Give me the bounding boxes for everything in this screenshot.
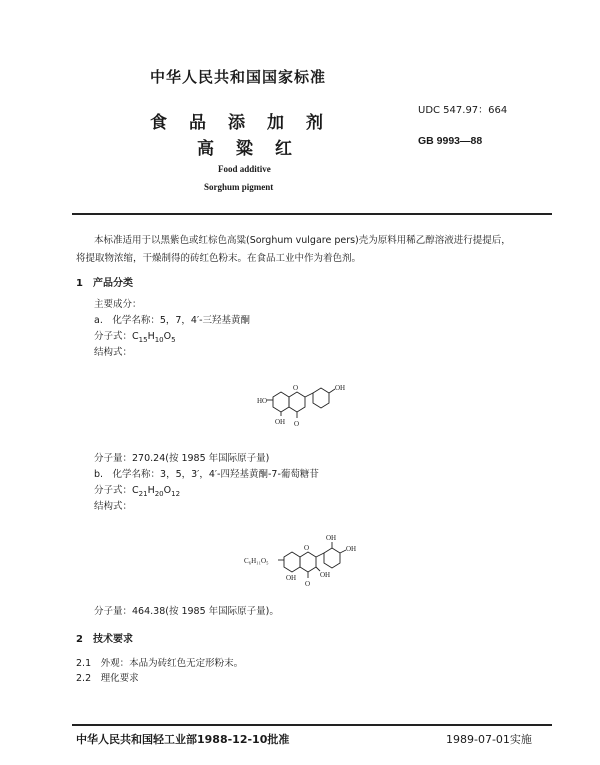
formula-b: 分子式：$C_{21}H_{20}O_{12}$ [94,485,181,498]
ho-label: HO [257,397,268,405]
requirement-2-1: 2.1 外观：本品为砖红色无定形粉末。 [76,658,244,669]
ring-b [313,388,329,408]
carbonyl-o-label: O [305,580,311,588]
header-divider [72,213,552,215]
effective-date: 1989-07-01实施 [446,733,532,746]
english-title-1: Food additive [218,164,271,174]
footer-divider [72,724,552,726]
structure-a-diagram [255,378,355,430]
approval-line: 中华人民共和国轻工业部1988-12-10批准 [76,733,290,746]
intro-line-1: 本标准适用于以黑紫色或红棕色高粱(Sorghum vulgare pers)壳为原料用稀乙醇溶液进行提提后， [94,235,511,246]
gb-number: GB 9993—88 [418,135,483,147]
ring-o-label: O [293,384,299,392]
english-title-2: Sorghum pigment [204,182,274,192]
ring-c [289,392,305,412]
structure-a-label: 结构式： [94,347,133,358]
section-1-heading: 1 产品分类 [76,278,133,289]
doc-title-line2: 高粱红 [197,139,314,159]
item-a-chemical-name: a. 化学名称：5，7，4′-三羟基黄酮 [94,315,251,326]
oh-top-label: OH [326,534,337,542]
ring-a [284,552,300,572]
udc-code: UDC 547.97：664 [418,105,508,116]
oh-ring-label: OH [320,571,331,579]
requirement-2-2: 2.2 理化要求 [76,673,139,684]
oh-right-label: OH [346,545,357,553]
formula-a: 分子式：$C_{15}H_{10}O_5$ [94,331,176,344]
ring-a [273,392,289,412]
substituent-label: C₆H₁₁O₅ [244,557,269,565]
section-2-heading: 2 技术要求 [76,634,133,645]
carbonyl-o-label: O [294,420,300,428]
doc-title-line1: 食品添加剂 [150,113,345,133]
structure-b-diagram [240,530,370,588]
ring-o-label: O [304,544,310,552]
issuing-org: 中华人民共和国国家标准 [150,68,327,86]
main-components-label: 主要成分： [94,299,142,310]
oh-bottom-label: OH [275,418,286,426]
ring-c [300,552,316,572]
intro-line-2: 将提取物浓缩，干燥制得的砖红色粉末。在食品工业中作为着色剂。 [76,253,362,264]
ring-b [324,548,340,568]
molecular-weight-a: 分子量：270.24(按 1985 年国际原子量) [94,453,270,464]
structure-b-label: 结构式： [94,501,133,512]
item-b-chemical-name: b. 化学名称：3，5，3′，4′-四羟基黄酮-7-葡萄糖苷 [94,469,319,480]
molecular-weight-b: 分子量：464.38(按 1985 年国际原子量)。 [94,606,279,617]
oh-bottom-label: OH [286,574,297,582]
oh-right-label: OH [335,384,346,392]
